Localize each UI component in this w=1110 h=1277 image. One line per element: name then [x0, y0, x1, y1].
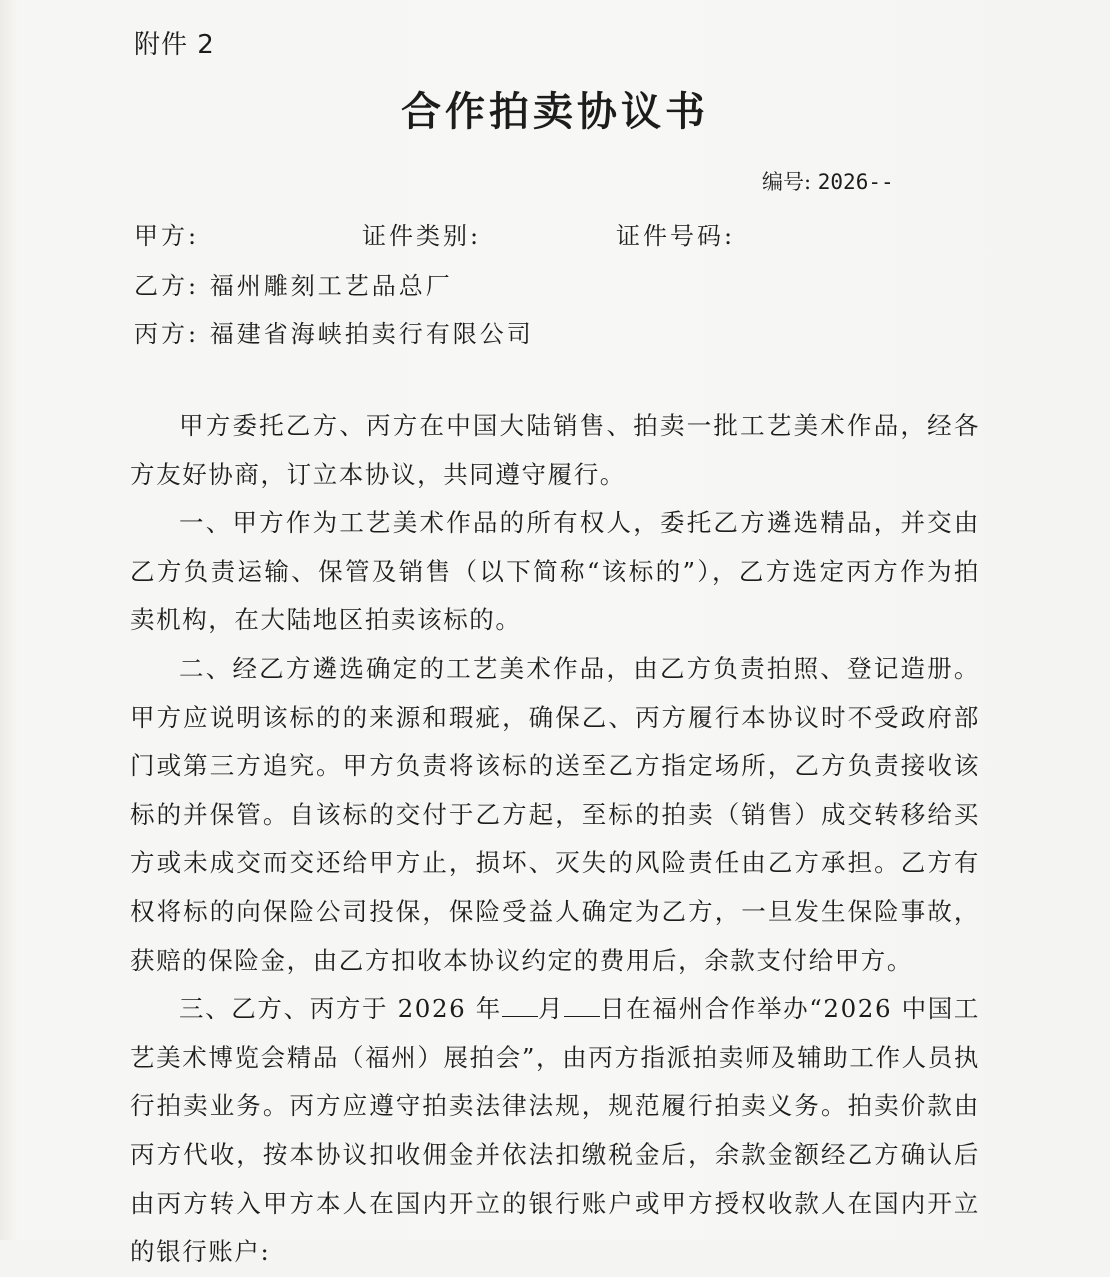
month-blank [502, 996, 538, 1017]
clause-2: 二、经乙方遴选确定的工艺美术作品，由乙方负责拍照、登记造册。甲方应说明该标的的来源和瑕疵，确保乙、丙方履行本协议时不受政府部门或第三方追究。甲方负责将该标的送至乙方指定场所，乙方负责接收该标的并保管。自该标的交付于乙方起，至标的拍卖（销售）成交转移给买方或未成交而交还给甲方止，损坏、灭失的风险责任由乙方承担。乙方有权将标的向保险公司投保，保险受益人确定为乙方，一旦发生保险事故，获赔的保险金，由乙方扣收本协议约定的费用后，余款支付给甲方。 [130, 653, 980, 975]
agreement-body [130, 402, 980, 1277]
document-number-value: 2026-- [817, 170, 894, 194]
intro-paragraph: 甲方委托乙方、丙方在中国大陆销售、拍卖一批工艺美术作品，经各方友好协商，订立本协议，共同遵守履行。 [130, 411, 980, 489]
clause-3-part2: 日在福州合作举办“2026 中国工艺美术博览会精品（福州）展拍会”，由丙方指派拍卖师及辅助工作人员执行拍卖业务。丙方应遵守拍卖法律法规，规范履行拍卖义务。拍卖价款由丙方代收，按本协议扣收佣金并依法扣缴税金后，余款金额经乙方确认后由丙方转入甲方本人在国内开立的银行账户或甲方授权收款人在国内开立的银行账户: [130, 994, 980, 1267]
party-a-label: 甲方: [134, 222, 200, 250]
clause-3-month: 月 [537, 994, 565, 1024]
party-b-line: 乙方: 福州雕刻工艺品总厂 [134, 272, 453, 300]
clause-1: 一、甲方作为工艺美术作品的所有权人，委托乙方遴选精品，并交由乙方负责运输、保管及销售（以下简称“该标的”），乙方选定丙方作为拍卖机构，在大陆地区拍卖该标的。 [130, 508, 980, 635]
day-blank [564, 996, 600, 1017]
party-c-line: 丙方: 福建省海峡拍卖行有限公司 [134, 320, 534, 348]
document-number [762, 166, 894, 196]
clause-3-part1: 三、乙方、丙方于 2026 年 [179, 994, 502, 1024]
id-number-label: 证件号码: [616, 222, 736, 250]
document-title: 合作拍卖协议书 [401, 88, 709, 135]
attachment-label: 附件 2 [134, 30, 215, 60]
document-number-label: 编号: [762, 170, 818, 194]
clause-3 [130, 985, 980, 1277]
id-type-label: 证件类别: [362, 222, 482, 250]
